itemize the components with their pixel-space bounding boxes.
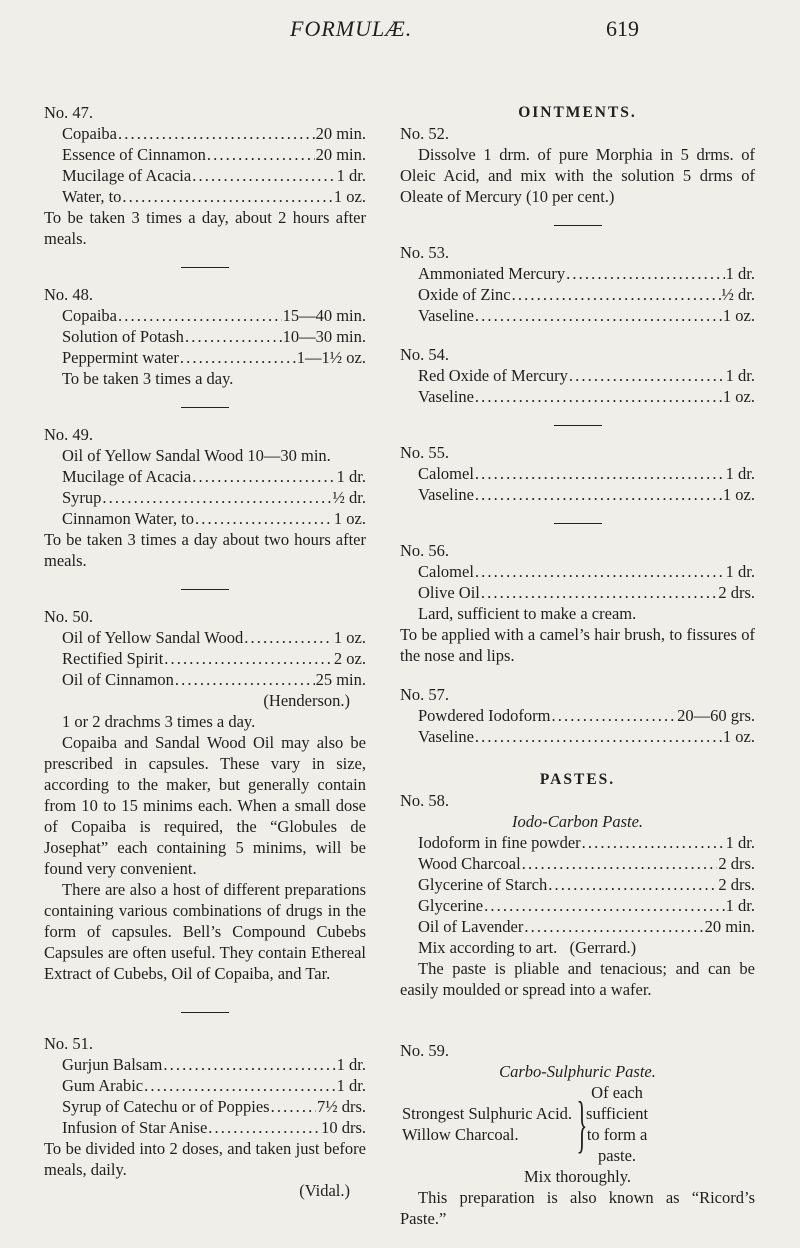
section-title-pastes: PASTES. bbox=[539, 771, 616, 788]
page-header bbox=[0, 10, 800, 50]
ingredient-name: Iodoform in fine powder bbox=[418, 833, 581, 852]
formula-number: No. 55. bbox=[400, 443, 450, 462]
ingredient-qty: 1 dr. bbox=[336, 166, 366, 185]
mix-line bbox=[400, 937, 755, 958]
formula-text: Dissolve 1 drm. of pure Morphia in 5 drms. of Oleic Acid, and mix with the solution 5 drms of Oleate of Mercury (10 per cent.) bbox=[400, 145, 755, 206]
divider bbox=[181, 589, 229, 590]
mix-text: Mix thoroughly. bbox=[523, 1167, 632, 1186]
ingredient-qty: 1 dr. bbox=[725, 896, 755, 915]
ingredient-qty: 2 oz. bbox=[333, 649, 366, 668]
formula-47 bbox=[44, 102, 366, 249]
ingredient-row bbox=[62, 466, 366, 487]
formula-57 bbox=[400, 684, 755, 747]
ingredient-name: Olive Oil bbox=[418, 583, 480, 602]
attribution: (Vidal.) bbox=[299, 1181, 350, 1200]
ingredient-qty: 1 dr. bbox=[725, 562, 755, 581]
ingredient-row bbox=[62, 648, 366, 669]
ingredient-qty: 1 oz. bbox=[333, 187, 366, 206]
ingredient-qty: 1 dr. bbox=[725, 833, 755, 852]
paragraph: There are also a host of different preparations containing various combinations of drugs in the form of capsules. Bell’s Compound Cubebs Capsules are often useful. They contain Ethereal Extract of Cubebs, Oil of Copaiba, and Tar. bbox=[44, 880, 366, 983]
ingredient-qty: 2 drs. bbox=[718, 583, 755, 602]
ingredient-qty: 1 dr. bbox=[336, 1076, 366, 1095]
brace-group bbox=[400, 1082, 755, 1166]
ingredient-row bbox=[62, 445, 366, 466]
ingredient-row bbox=[62, 1096, 366, 1117]
ingredient-name: Wood Charcoal bbox=[418, 854, 521, 873]
ingredient-name: Vaseline bbox=[418, 306, 474, 325]
ingredient-row bbox=[418, 916, 755, 937]
ingredient-list bbox=[400, 561, 755, 624]
brace-note-line: Of each bbox=[591, 1083, 643, 1102]
ingredient-list bbox=[44, 305, 366, 368]
formula-number: No. 52. bbox=[400, 124, 450, 143]
formula-number: No. 48. bbox=[44, 285, 94, 304]
note-text: The paste is pliable and tenacious; and can be easily moulded or spread into a wafer. bbox=[400, 959, 755, 999]
formula-55 bbox=[400, 442, 755, 505]
ingredient-name: Gum Arabic bbox=[62, 1076, 144, 1095]
ingredient-row bbox=[418, 832, 755, 853]
ingredient-name: Red Oxide of Mercury bbox=[418, 366, 568, 385]
ingredient-row bbox=[62, 326, 366, 347]
ingredient-name: Syrup bbox=[62, 488, 102, 507]
ingredient-row bbox=[62, 1054, 366, 1075]
ingredient-list bbox=[400, 463, 755, 505]
formula-56 bbox=[400, 540, 755, 666]
formula-number: No. 53. bbox=[400, 243, 450, 262]
formula-48 bbox=[44, 284, 366, 389]
attribution: (Henderson.) bbox=[263, 691, 350, 710]
ingredient-row bbox=[418, 484, 755, 505]
ingredient-list bbox=[44, 445, 366, 529]
ingredient-qty: 1 dr. bbox=[725, 264, 755, 283]
ingredient-qty: 1 oz. bbox=[722, 306, 755, 325]
instruction-text: To be applied with a camel’s hair brush, to fissures of the nose and lips. bbox=[400, 625, 755, 665]
ingredient-row bbox=[62, 186, 366, 207]
ingredient-list bbox=[44, 123, 366, 207]
ingredient-qty: 10 drs. bbox=[321, 1118, 366, 1137]
ingredient-qty: 1 dr. bbox=[336, 1055, 366, 1074]
ingredient-qty: 2 drs. bbox=[718, 875, 755, 894]
page-number: 619 bbox=[606, 16, 639, 41]
ingredient-name: Oil of Lavender bbox=[418, 917, 524, 936]
section-title-ointments: OINTMENTS. bbox=[518, 104, 637, 121]
ingredient-name: Peppermint water bbox=[62, 348, 179, 367]
ingredient-row bbox=[418, 874, 755, 895]
ingredient-line: Lard, sufficient to make a cream. bbox=[418, 604, 637, 623]
ingredient-row bbox=[62, 144, 366, 165]
ingredient-list bbox=[400, 705, 755, 747]
formula-58 bbox=[400, 790, 755, 1000]
ingredient-name: Mucilage of Acacia bbox=[62, 467, 192, 486]
ingredient-name: Oil of Yellow Sandal Wood bbox=[62, 628, 244, 647]
ingredient-name: Water, to bbox=[62, 187, 122, 206]
formula-number: No. 57. bbox=[400, 685, 450, 704]
ingredient-row bbox=[418, 705, 755, 726]
ingredient-name: Vaseline bbox=[418, 485, 474, 504]
ingredient-name: Copaiba bbox=[62, 124, 117, 143]
instruction-text: To be taken 3 times a day about two hours after meals. bbox=[44, 530, 366, 570]
ingredient-name: Glycerine bbox=[418, 896, 484, 915]
attribution: (Gerrard.) bbox=[569, 938, 637, 957]
formula-49 bbox=[44, 424, 366, 571]
ingredient-name: Copaiba bbox=[62, 306, 117, 325]
ingredient-list bbox=[400, 263, 755, 326]
formula-54 bbox=[400, 344, 755, 407]
ingredient-name: Ammoniated Mercury bbox=[418, 264, 566, 283]
instruction-text: To be divided into 2 doses, and taken just before meals, daily. bbox=[44, 1139, 366, 1179]
divider bbox=[554, 225, 602, 226]
brace-symbol: } bbox=[576, 1088, 588, 1159]
ingredient-name: Rectified Spirit bbox=[62, 649, 164, 668]
left-column bbox=[44, 102, 366, 1201]
ingredient-name: Oil of Yellow Sandal Wood 10—30 min. bbox=[62, 446, 331, 465]
formula-subtitle: Carbo-Sulphuric Paste. bbox=[499, 1062, 656, 1081]
ingredient-row bbox=[418, 561, 755, 582]
ingredient-name: Solution of Potash bbox=[62, 327, 184, 346]
ingredient-name: Calomel bbox=[418, 562, 474, 581]
ingredient-name: Vaseline bbox=[418, 727, 474, 746]
ingredient-row bbox=[62, 487, 366, 508]
ingredient-row bbox=[418, 305, 755, 326]
ingredient-row bbox=[418, 895, 755, 916]
divider bbox=[181, 407, 229, 408]
ingredient-row bbox=[418, 726, 755, 747]
brace-note-line: to form a bbox=[586, 1125, 648, 1144]
formula-number: No. 50. bbox=[44, 607, 94, 626]
ingredient-name: Powdered Iodoform bbox=[418, 706, 551, 725]
ingredient-name: Oil of Cinnamon bbox=[62, 670, 174, 689]
formula-number: No. 54. bbox=[400, 345, 450, 364]
divider bbox=[554, 425, 602, 426]
ingredient-qty: 7½ drs. bbox=[316, 1097, 366, 1116]
ingredient-row bbox=[418, 853, 755, 874]
ingredient-list bbox=[400, 365, 755, 407]
ingredient-row bbox=[62, 1117, 366, 1138]
formula-59 bbox=[400, 1040, 755, 1229]
ingredient-list bbox=[400, 832, 755, 937]
ingredient-name: Strongest Sulphuric Acid. bbox=[402, 1104, 573, 1123]
ingredient-name: Oxide of Zinc bbox=[418, 285, 511, 304]
ingredient-qty: 20 min. bbox=[704, 917, 755, 936]
ingredient-qty: 1—1½ oz. bbox=[296, 348, 366, 367]
mix-text: Mix according to art. bbox=[418, 938, 558, 957]
ingredient-qty: 20 min. bbox=[315, 124, 366, 143]
right-column bbox=[400, 102, 755, 1229]
ingredient-row bbox=[62, 669, 366, 690]
ingredient-qty: 20—60 grs. bbox=[677, 706, 755, 725]
ingredient-qty: 1 oz. bbox=[333, 628, 366, 647]
ingredient-list bbox=[44, 627, 366, 690]
ingredient-list bbox=[44, 1054, 366, 1138]
ingredient-row bbox=[62, 305, 366, 326]
ingredient-qty: ½ dr. bbox=[332, 488, 366, 507]
formula-51 bbox=[44, 1033, 366, 1201]
formula-52 bbox=[400, 123, 755, 207]
ingredient-qty: 1 dr. bbox=[725, 464, 755, 483]
divider bbox=[181, 267, 229, 268]
ingredient-name: Vaseline bbox=[418, 387, 474, 406]
ingredient-qty: 1 dr. bbox=[725, 366, 755, 385]
ingredient-qty: 1 dr. bbox=[336, 467, 366, 486]
ingredient-qty: 25 min. bbox=[315, 670, 366, 689]
formula-53 bbox=[400, 242, 755, 326]
ingredient-row bbox=[418, 582, 755, 603]
paragraph: Copaiba and Sandal Wood Oil may also be prescribed in capsules. These vary in size, according to the maker, but generally contain from 10 to 15 minims each. When a small dose of Copaiba is required, the “Globules de Josephat” each containing 5 minims, will be found very convenient. bbox=[44, 733, 366, 878]
formula-number: No. 58. bbox=[400, 791, 450, 810]
ingredient-row bbox=[418, 365, 755, 386]
dose-text: 1 or 2 drachms 3 times a day. bbox=[62, 712, 256, 731]
divider bbox=[181, 1012, 229, 1013]
formula-number: No. 47. bbox=[44, 103, 94, 122]
ingredient-row bbox=[418, 463, 755, 484]
ingredient-name: Essence of Cinnamon bbox=[62, 145, 206, 164]
ingredient-qty: 2 drs. bbox=[718, 854, 755, 873]
ingredient-qty: ½ dr. bbox=[721, 285, 755, 304]
ingredient-name: Syrup of Catechu or of Poppies bbox=[62, 1097, 270, 1116]
ingredient-name: Willow Charcoal. bbox=[402, 1125, 519, 1144]
ingredient-row bbox=[418, 284, 755, 305]
note-text: This preparation is also known as “Ricord’s Paste.” bbox=[400, 1188, 755, 1228]
brace-note-line: sufficient bbox=[586, 1104, 649, 1123]
brace-ingredients bbox=[402, 1103, 572, 1145]
formula-subtitle: Iodo-Carbon Paste. bbox=[511, 812, 644, 831]
ingredient-qty: 1 oz. bbox=[333, 509, 366, 528]
ingredient-row bbox=[62, 627, 366, 648]
ingredient-qty: 15—40 min. bbox=[282, 306, 366, 325]
instruction-text: To be taken 3 times a day, about 2 hours after meals. bbox=[44, 208, 366, 248]
ingredient-row bbox=[418, 263, 755, 284]
ingredient-row bbox=[62, 508, 366, 529]
ingredient-name: Gurjun Balsam bbox=[62, 1055, 163, 1074]
ingredient-name: Glycerine of Starch bbox=[418, 875, 548, 894]
ingredient-name: Calomel bbox=[418, 464, 474, 483]
running-head: FORMULÆ. bbox=[290, 16, 413, 41]
brace-note bbox=[586, 1082, 648, 1166]
ingredient-row bbox=[62, 123, 366, 144]
ingredient-name: Mucilage of Acacia bbox=[62, 166, 192, 185]
instruction-text: To be taken 3 times a day. bbox=[62, 369, 234, 388]
formula-number: No. 56. bbox=[400, 541, 450, 560]
ingredient-qty: 1 oz. bbox=[722, 727, 755, 746]
ingredient-row bbox=[62, 165, 366, 186]
ingredient-name: Infusion of Star Anise bbox=[62, 1118, 208, 1137]
ingredient-qty: 1 oz. bbox=[722, 485, 755, 504]
ingredient-row bbox=[418, 386, 755, 407]
ingredient-row bbox=[62, 1075, 366, 1096]
ingredient-qty: 1 oz. bbox=[722, 387, 755, 406]
ingredient-qty: 20 min. bbox=[315, 145, 366, 164]
formula-number: No. 51. bbox=[44, 1034, 94, 1053]
formula-number: No. 49. bbox=[44, 425, 94, 444]
ingredient-name: Cinnamon Water, to bbox=[62, 509, 194, 528]
ingredient-row bbox=[62, 347, 366, 368]
formula-50 bbox=[44, 606, 366, 984]
ingredient-qty: 10—30 min. bbox=[282, 327, 366, 346]
formula-number: No. 59. bbox=[400, 1041, 450, 1060]
divider bbox=[554, 523, 602, 524]
brace-note-line: paste. bbox=[598, 1146, 637, 1165]
